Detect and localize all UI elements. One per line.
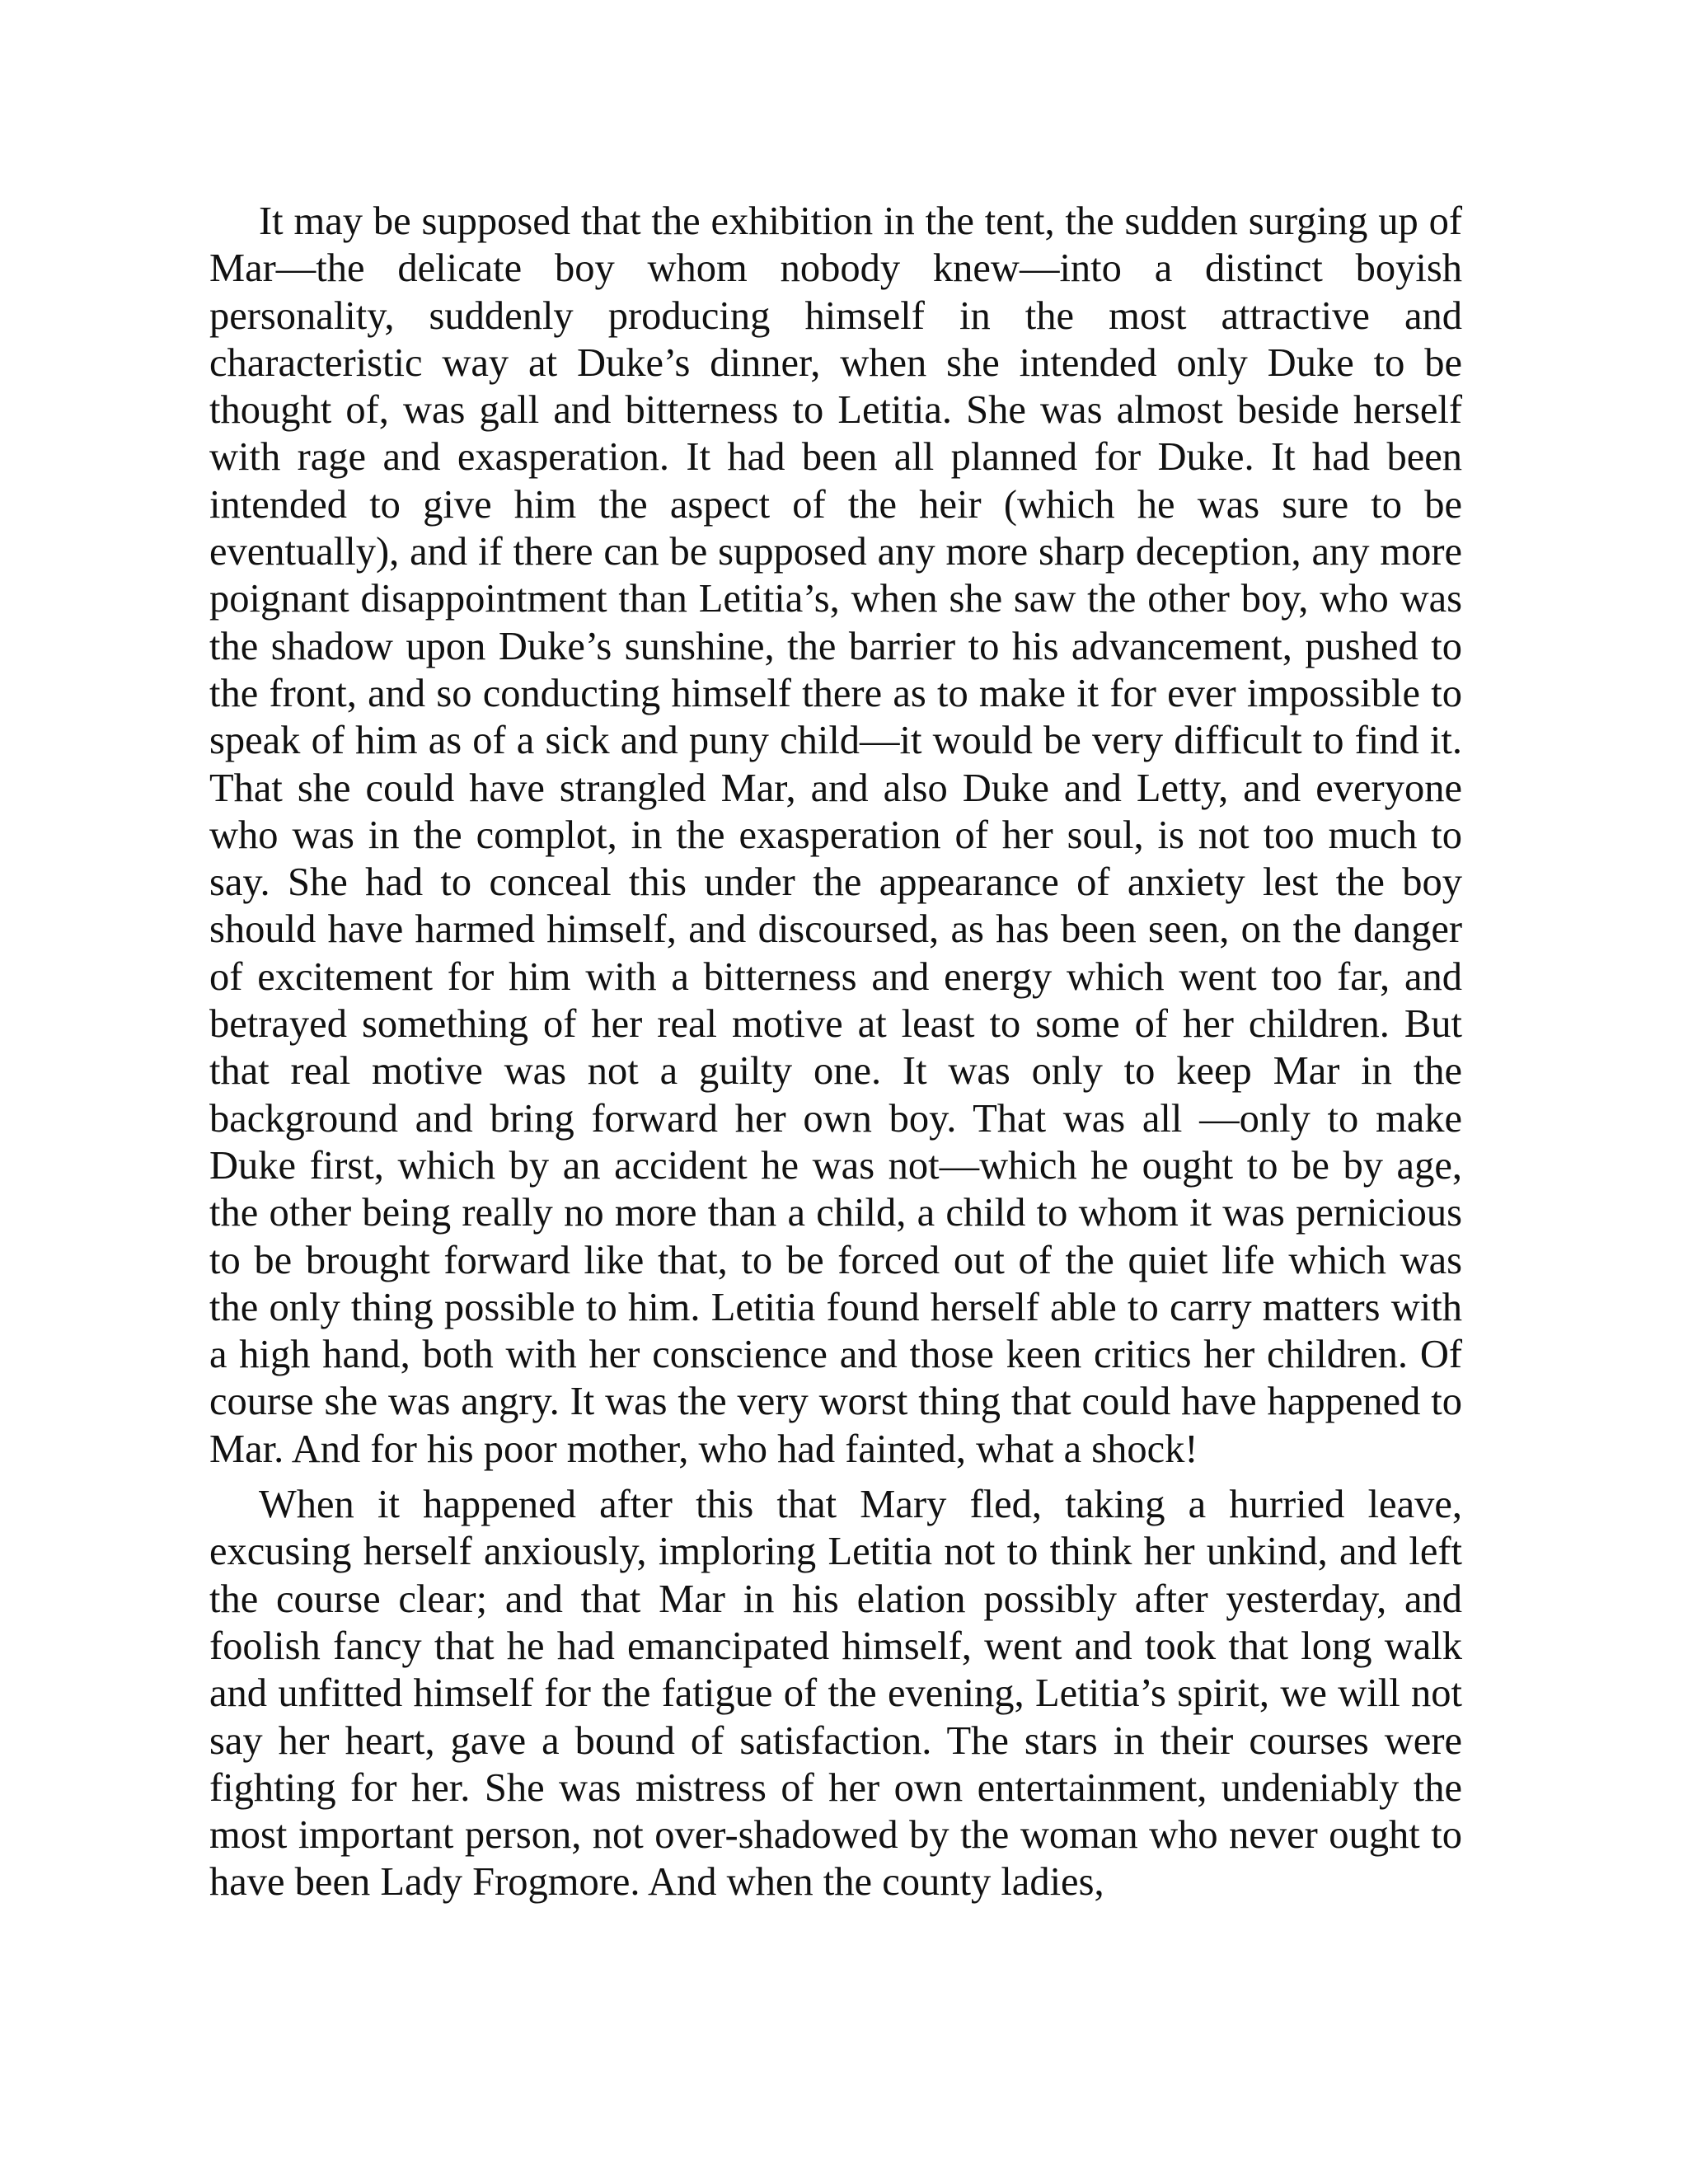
paragraph-1: It may be supposed that the exhibition in the tent, the sudden surging up of Mar—the delicate boy whom nobody knew—into a distinct boyish personality, suddenly producing himself in the most attractive and characteristic way at Duke’s dinner, when she intended only Duke to be thought of, was gall and bitterness to Letitia. She was almost beside herself with rage and exasperation. It had been all planned for Duke. It had been intended to give him the aspect of the heir (which he was sure to be eventually), and if there can be supposed any more sharp deception, any more poignant disappointment than Letitia’s, when she saw the other boy, who was the shadow upon Duke’s sunshine, the barrier to his advancement, pushed to the front, and so conducting himself there as to make it for ever impossible to speak of him as of a sick and puny child—it would be very difficult to find it. That she could have strangled Mar, and also Duke and Letty, and everyone who was in the complot, in the exasperation of her soul, is not too much to say. She had to conceal this under the appearance of anxiety lest the boy should have harmed himself, and discoursed, as has been seen, on the danger of excitement for him with a bitterness and energy which went too far, and betrayed something of her real motive at least to some of her children. But that real motive was not a guilty one. It was only to keep Mar in the background and bring forward her own boy. That was all —only to make Duke first, which by an accident he was not—which he ought to be by age, the other being really no more than a child, a child to whom it was pernicious to be brought forward like that, to be forced out of the quiet life which was the only thing possible to him. Letitia found herself able to carry matters with a high hand, both with her conscience and those keen critics her children. Of course she was angry. It was the very worst thing that could have happened to Mar. And for his poor mother, who had fainted, what a shock! <box>209 199 1462 1471</box>
paragraph-2: When it happened after this that Mary fled, taking a hurried leave, excusing herself anxiously, imploring Letitia not to think her unkind, and left the course clear; and that Mar in his elation possibly after yesterday, and foolish fancy that he had emancipated himself, went and took that long walk and unfitted himself for the fatigue of the evening, Letitia’s spirit, we will not say her heart, gave a bound of satisfaction. The stars in their courses were fighting for her. She was mistress of her own entertainment, undeniably the most important person, not over-shadowed by the woman who never ought to have been Lady Frogmore. And when the county ladies, <box>209 1483 1462 1905</box>
page-body <box>209 198 1462 1906</box>
